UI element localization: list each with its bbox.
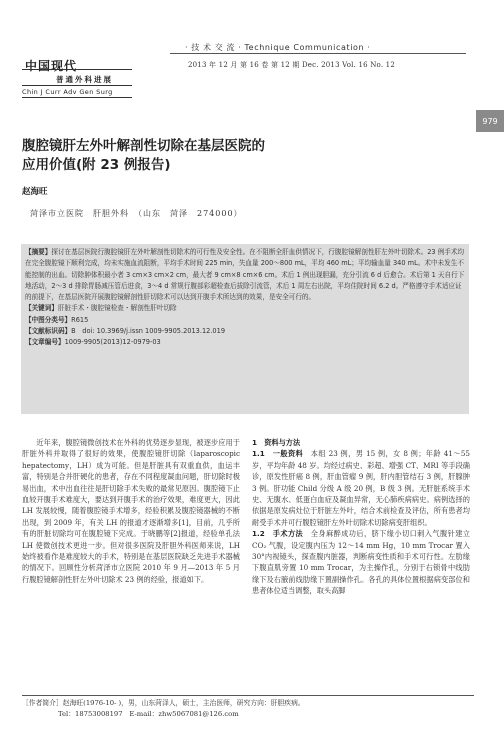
- keywords-label: 【关键词】: [25, 304, 58, 313]
- subsection-general: [252, 448, 470, 528]
- author-note: ［作者简介］赵海旺(1976-10- )，男，山东菏泽人，硕士，主治医师，研究方向：肝胆疾病。: [22, 699, 305, 707]
- article-number-label: 【文章编号】: [25, 338, 65, 347]
- body-column-left: [22, 437, 240, 585]
- author-name: 赵海旺: [22, 187, 48, 197]
- title-line-1: 腹腔镜肝左外叶解剖性切除在基层医院的: [22, 138, 265, 154]
- issue-info: 2013 年 12 月 第 16 卷 第 12 期 Dec. 2013 Vol. 16 No. 12: [188, 61, 395, 69]
- section-heading-methods: 1 资料与方法: [252, 438, 301, 447]
- author-affiliation: 菏泽市立医院 肝胆外科 （山东 菏泽 274000）: [30, 209, 243, 218]
- subsection-heading-surgery: 1.2 手术方法: [252, 529, 304, 539]
- journal-name-cn-sub: 普通外科进展: [56, 75, 113, 84]
- doc-code-label: 【文献标识码】: [25, 327, 72, 336]
- clc-row: [25, 315, 465, 326]
- masthead-rule: [170, 53, 466, 54]
- contact-info: Tel：18753008197 E-mail：zhw5067081@126.com: [58, 710, 239, 718]
- subsection-text-surgery: 全身麻醉成功后，脐下缘小切口刺入气腹针建立 CO₂ 气腹，设定腹内压为 12～14 mm Hg，10 mm Trocar 置入 30°内视镜头，探查腹内脏器，判断病变性质和手术可行性。左肋缘下腹直肌旁置 10 mm Trocar，为主操作孔，分别于右锁骨中线肋缘下及右腋前线肋缘下置副操作孔。各孔的具体位置根据病变部位和患者体位适当调整，取头高脚: [252, 529, 470, 596]
- subsection-heading-general: 1.1 一般资料: [252, 449, 304, 459]
- abstract-label: 【摘要】: [25, 248, 52, 256]
- abstract-text: 探讨在基层医院行腹腔镜肝左外叶解剖性切除术的可行性及安全性。在不阻断全肝血供情况下，行腹腔镜解剖性肝左外叶切除术。23 例手术均在完全腹腔镜下顺利完成，均未实施血流阻断，平均手术时间 225 min，失血量 200～800 mL，平均 460 mL；平均输血量 340 mL。术中未发生不能控制的出血。切除肿体积最小者 3 cm×3 cm×2 cm，最大者 9 cm×8 cm×6 cm。术后 1 例出现胆漏，充分引流 6 d 后愈合。术后第 1 天自行下地活动，2～3 d 排除胃肠减压管后进食，3～4 d 常规行腹部彩超检查后拔除引流管，术后 1 周左右出院，平均住院时间 6.2 d。严格遵守手术适应证的前提下，在基层医院开展腹腔镜解剖性肝切除术可以达到开腹手术所达到的效果，是安全可行的。: [25, 248, 465, 302]
- body-column-right: [252, 437, 470, 597]
- clc-label: 【中图分类号】: [25, 315, 72, 324]
- intro-paragraph: 近年来，腹腔镜微创技术在外科的优势逐步显现，被逐步应用于肝脏外科并取得了很好的效果，使腹腔镜肝切除（laparoscopic hepatectomy，LH）成为可能。但是肝脏具有双重血供，血运丰富，特别是合并肝硬化的患者，存在不同程度凝血问题，肝切除时极易出血，术中出血往往是肝切除手术失败的最常见原因。腹腔镜下止血较开腹手术难度大，要达到开腹手术的治疗效果，难度更大，因此 LH 发展较慢，随着腹腔镜手术增多，经验积累及腹腔镜器械的不断出现，到 2009 年，有关 LH 的报道才逐渐增多[1]，目前，几乎所有的肝脏切除均可在腹腔镜下完成。于晓鹏等[2]报道，经验单孔法 LH 使微创技术更进一步。但对很多医院及肝胆外科医师来说，LH 始终被看作是难度较大的手术，特别是在基层医院缺乏先进手术器械的情况下。回顾性分析菏泽市立医院 2010 年 9 月—2013 年 5 月行腹腔镜解剖性肝左外叶切除术 23 例的经验，报道如下。: [22, 438, 240, 584]
- footnote-rule: [22, 695, 474, 696]
- journal-name-cn: 中国现代: [25, 59, 78, 73]
- article-number-row: [25, 337, 465, 348]
- doc-code-text: B doi: 10.3969/j.issn 1009-9905.2013.12.019: [71, 327, 226, 336]
- article-number-text: 1009-9905(2013)12-0979-03: [64, 338, 161, 347]
- journal-name-en: Chin J Curr Adv Gen Surg: [22, 88, 113, 96]
- keywords-text: 肝脏手术・腹腔镜检查・解剖性肝叶切除: [57, 304, 177, 313]
- title-line-2: 应用价值(附 23 例报告): [22, 157, 171, 173]
- abstract-box: [21, 244, 469, 414]
- section-tagline: · 技 术 交 流 · Technique Communication ·: [185, 43, 371, 52]
- article-title: [22, 137, 322, 175]
- page-number: 979: [476, 110, 504, 132]
- subsection-text-general: 本组 23 例，男 15 例，女 8 例；年龄 41～55 岁，平均年龄 48 岁。均经过病史、彩超、增强 CT、MRI 等手段确诊，原发性肝癌 8 例，肝血管瘤 9 例，肝内胆管结石 3 例，肝腺肿 3 例。肝功能 Child 分级 A 级 20 例，B 级 3 例。无肝脏系统手术史、无腹水、低蛋白血症及凝血异常，无心肺疾病病史。病例选择的依据是原发病灶位于肝脏左外叶，结合术前检查及评估，所有患者均耐受手术并可行腹腔镜肝左外叶切除术切除病变肝组织。: [252, 449, 471, 527]
- abstract-paragraph: [25, 247, 465, 303]
- clc-text: R615: [71, 315, 89, 324]
- doc-code-row: [25, 326, 465, 337]
- footnote: [22, 698, 474, 720]
- keywords-row: [25, 303, 465, 314]
- subsection-surgery: [252, 528, 470, 596]
